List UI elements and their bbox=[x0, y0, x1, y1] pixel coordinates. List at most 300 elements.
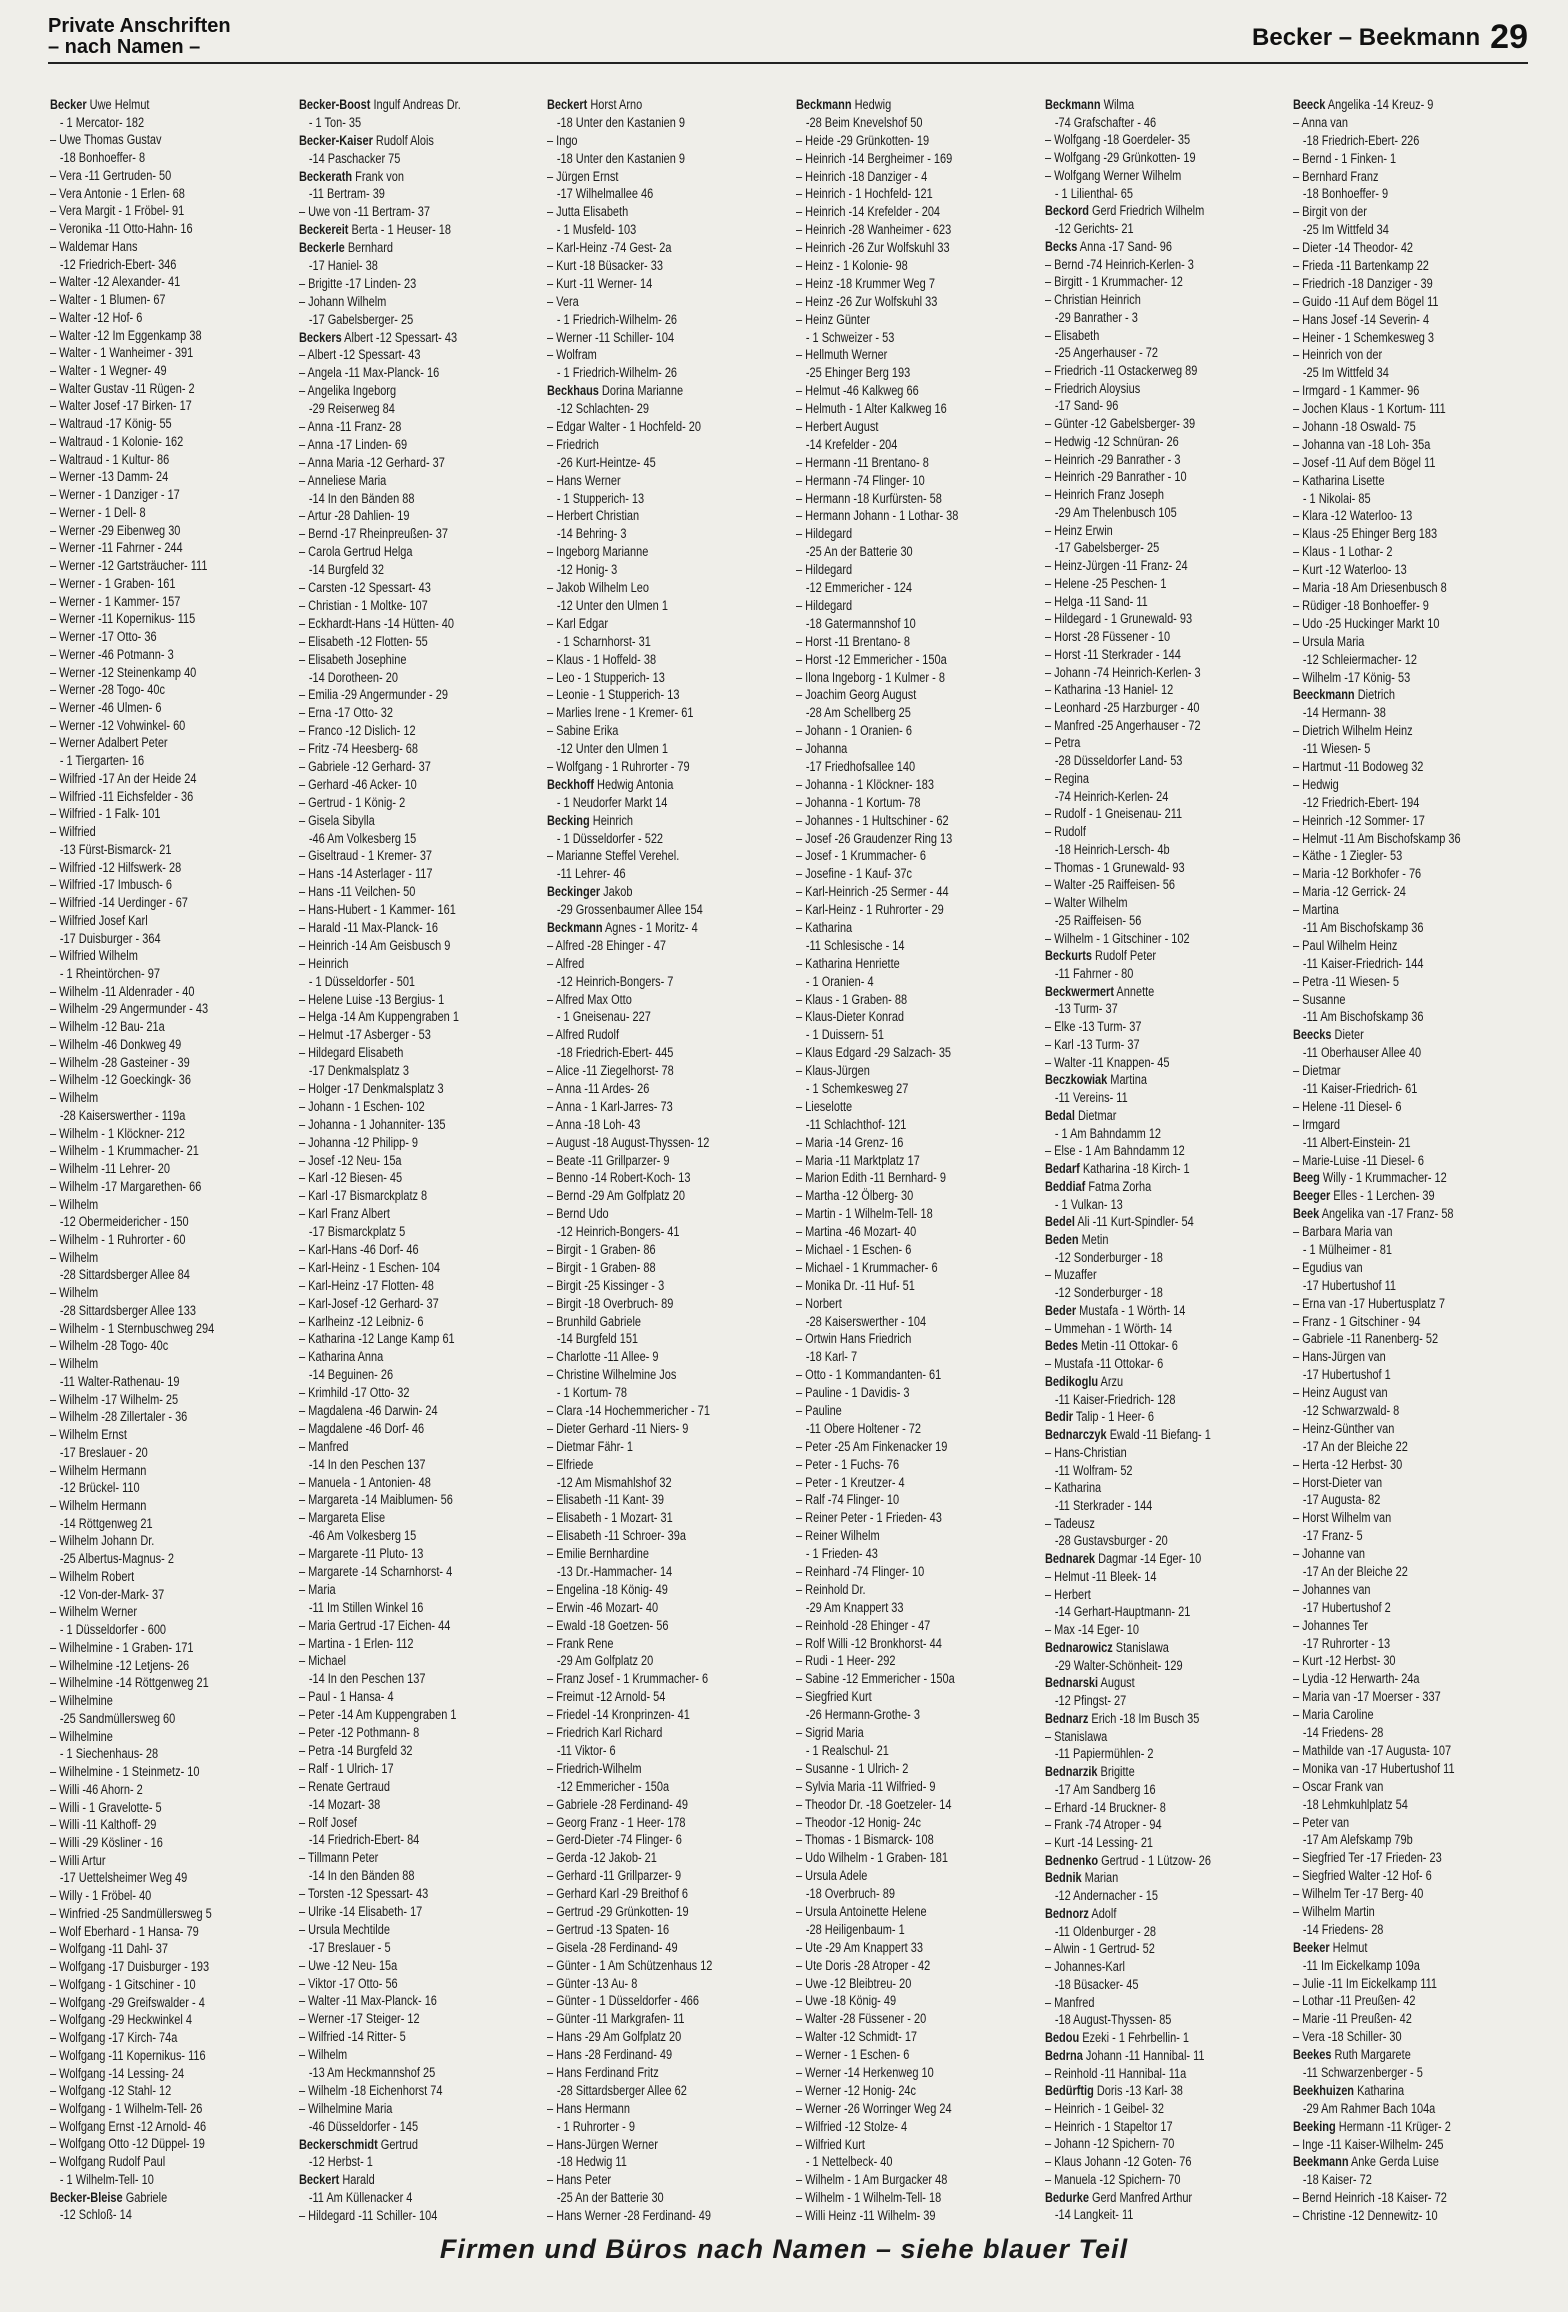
listing-line bbox=[1045, 717, 1286, 735]
surname-entry bbox=[299, 221, 540, 239]
listing-line bbox=[50, 1071, 291, 1089]
entry-text: – Erwin -46 Mozart- 40 bbox=[547, 1599, 659, 1615]
listing-line bbox=[1293, 1509, 1534, 1527]
entry-text: – Hans Werner -28 Ferdinand- 49 bbox=[547, 2208, 712, 2224]
listing-line bbox=[1293, 1116, 1534, 1134]
listing-line bbox=[299, 2082, 540, 2100]
listing-line bbox=[1045, 539, 1286, 557]
entry-text: Ingulf Andreas Dr. bbox=[370, 97, 461, 112]
entry-text: – Karl-Heinz - 1 Eschen- 104 bbox=[298, 1259, 440, 1275]
entry-text: – Carsten -12 Spessart- 43 bbox=[298, 580, 431, 596]
listing-line bbox=[50, 1976, 291, 1994]
listing-line bbox=[547, 901, 788, 919]
entry-text: – Klaus Edgard -29 Salzach- 35 bbox=[796, 1045, 952, 1061]
entry-text: -18 Karl- 7 bbox=[805, 1349, 858, 1365]
entry-text: – Elisabeth Josephine bbox=[298, 651, 407, 667]
surname: Beczkowiak bbox=[1044, 1072, 1107, 1088]
listing-line bbox=[299, 1670, 540, 1688]
listing-line bbox=[299, 1957, 540, 1975]
listing-line bbox=[547, 1706, 788, 1724]
entry-text: -25 Ehinger Berg 193 bbox=[805, 365, 911, 381]
listing-line bbox=[547, 1635, 788, 1653]
listing-line bbox=[1293, 1545, 1534, 1563]
entry-text: – Muzaffer bbox=[1044, 1267, 1097, 1283]
entry-text: -18 Unter den Kastanien 9 bbox=[557, 150, 686, 166]
entry-text: – Maria -11 Marktplatz 17 bbox=[796, 1152, 920, 1168]
listing-line bbox=[50, 185, 291, 203]
listing-line bbox=[1293, 1796, 1534, 1814]
listing-line bbox=[299, 507, 540, 525]
entry-text: – Erna -17 Otto- 32 bbox=[298, 705, 393, 721]
entry-text: – Torsten -12 Spessart- 43 bbox=[298, 1886, 428, 1902]
listing-line bbox=[299, 704, 540, 722]
listing-line bbox=[547, 472, 788, 490]
listing-line bbox=[50, 2171, 291, 2189]
surname: Beder bbox=[1044, 1302, 1076, 1318]
entry-text: - 1 Neudorfer Markt 14 bbox=[557, 794, 668, 810]
entry-text: – Wilhelm - 1 Ruhrorter - 60 bbox=[50, 1232, 186, 1247]
listing-line bbox=[1045, 2065, 1286, 2083]
entry-text: – Johannes Ter bbox=[1293, 1617, 1369, 1633]
listing-line bbox=[299, 1581, 540, 1599]
listing-line bbox=[547, 275, 788, 293]
entry-text: -17 Sand- 96 bbox=[1054, 398, 1119, 414]
listing-line bbox=[1293, 346, 1534, 364]
listing-line bbox=[50, 149, 291, 167]
listing-line bbox=[796, 1581, 1037, 1599]
entry-text: – Erhard -14 Bruckner- 8 bbox=[1044, 1799, 1166, 1815]
entry-text: – Vera bbox=[547, 293, 580, 309]
entry-text: - 1 Vulkan- 13 bbox=[1054, 1196, 1123, 1212]
listing-line bbox=[796, 168, 1037, 186]
surname-entry bbox=[1045, 96, 1286, 114]
listing-line bbox=[796, 1545, 1037, 1563]
surname: Beden bbox=[1044, 1232, 1079, 1247]
surname: Bednik bbox=[1044, 1870, 1082, 1886]
surname-entry bbox=[1045, 947, 1286, 965]
listing-line bbox=[299, 1635, 540, 1653]
listing-line bbox=[1045, 1497, 1286, 1515]
entry-text: – Anna Maria -12 Gerhard- 37 bbox=[298, 454, 445, 470]
entry-text: -11 Schlachthof- 121 bbox=[805, 1116, 907, 1132]
listing-line bbox=[796, 114, 1037, 132]
entry-text: -14 In den Bänden 88 bbox=[308, 490, 415, 506]
listing-line bbox=[50, 451, 291, 469]
entry-text: – Walter Josef -17 Birken- 17 bbox=[50, 398, 192, 414]
listing-line bbox=[1293, 114, 1534, 132]
entry-text: Dietrich bbox=[1355, 687, 1396, 703]
listing-line bbox=[1293, 1867, 1534, 1885]
listing-line bbox=[50, 1799, 291, 1817]
listing-line bbox=[796, 1599, 1037, 1617]
listing-line bbox=[299, 382, 540, 400]
surname-entry bbox=[1045, 1674, 1286, 1692]
entry-text: Adolf bbox=[1088, 1905, 1117, 1921]
entry-text: -18 Kaiser- 72 bbox=[1303, 2172, 1373, 2188]
surname: Beckhoff bbox=[547, 776, 595, 792]
entry-text: – Wilhelm -12 Bau- 21a bbox=[50, 1019, 165, 1035]
listing-line bbox=[50, 1710, 291, 1728]
listing-line bbox=[547, 722, 788, 740]
entry-text: -12 Friedrich-Ebert- 194 bbox=[1303, 794, 1420, 810]
listing-line bbox=[1293, 1259, 1534, 1277]
listing-line bbox=[547, 454, 788, 472]
listing-line bbox=[796, 1474, 1037, 1492]
listing-line bbox=[1293, 633, 1534, 651]
entry-text: – Walter - 1 Blumen- 67 bbox=[50, 292, 166, 308]
entry-text: – Wilhelm Robert bbox=[50, 1568, 135, 1584]
listing-line bbox=[50, 1178, 291, 1196]
entry-text: – Emilia -29 Angermunder - 29 bbox=[298, 687, 448, 703]
entry-text: – Kurt -11 Werner- 14 bbox=[547, 275, 653, 291]
entry-text: – Gabriele -28 Ferdinand- 49 bbox=[547, 1796, 689, 1812]
listing-line bbox=[50, 1125, 291, 1143]
entry-text: – Horst -11 Brentano- 8 bbox=[796, 633, 910, 649]
entry-text: – Peter van bbox=[1293, 1814, 1350, 1830]
listing-line bbox=[299, 1831, 540, 1849]
entry-text: Stanislawa bbox=[1112, 1639, 1169, 1655]
listing-line bbox=[299, 1509, 540, 1527]
listing-line bbox=[1045, 1568, 1286, 1586]
entry-text: – Ewald -18 Goetzen- 56 bbox=[547, 1617, 669, 1633]
entry-text: – Wilhelm Hermann bbox=[50, 1498, 147, 1514]
listing-line bbox=[299, 114, 540, 132]
entry-text: – Wilhelm -17 König- 53 bbox=[1293, 669, 1411, 685]
listing-line bbox=[796, 203, 1037, 221]
entry-text: -11 Walter-Rathenau- 19 bbox=[59, 1373, 180, 1389]
listing-line bbox=[1293, 329, 1534, 347]
entry-text: – August -18 August-Thyssen- 12 bbox=[547, 1134, 710, 1150]
listing-line bbox=[50, 752, 291, 770]
entry-text: – Marion Edith -11 Bernhard- 9 bbox=[796, 1170, 946, 1186]
entry-text: – Maria Gertrud -17 Eichen- 44 bbox=[298, 1617, 451, 1633]
entry-text: August bbox=[1097, 1675, 1135, 1691]
entry-text: – Hans Josef -14 Severin- 4 bbox=[1293, 311, 1430, 327]
entry-text: – Wolfgang Rudolf Paul bbox=[50, 2154, 166, 2170]
entry-text: – Werner -46 Ulmen- 6 bbox=[50, 699, 162, 715]
listing-line bbox=[1293, 883, 1534, 901]
entry-text: – Wilhelm -46 Donkweg 49 bbox=[50, 1036, 182, 1052]
entry-text: Albert -12 Spessart- 43 bbox=[341, 329, 457, 345]
entry-text: – Birgitt - 1 Krummacher- 12 bbox=[1044, 274, 1183, 290]
listing-line bbox=[1045, 1515, 1286, 1533]
listing-line bbox=[547, 669, 788, 687]
entry-text: - 1 Scharnhorst- 31 bbox=[557, 633, 652, 649]
entry-text: -46 Am Volkesberg 15 bbox=[308, 1528, 416, 1544]
entry-text: – Werner -26 Worringer Weg 24 bbox=[796, 2100, 952, 2116]
listing-line bbox=[299, 1652, 540, 1670]
listing-line bbox=[796, 1008, 1037, 1026]
listing-line bbox=[547, 633, 788, 651]
surname-entry bbox=[1045, 1213, 1286, 1231]
listing-line bbox=[1293, 830, 1534, 848]
listing-line bbox=[1293, 2028, 1534, 2046]
surname-entry bbox=[1045, 2029, 1286, 2047]
entry-text: – Gisela Sibylla bbox=[298, 812, 375, 828]
entry-text: – Werner -12 Steinenkamp 40 bbox=[50, 664, 197, 680]
entry-text: – Hellmuth Werner bbox=[796, 347, 888, 363]
listing-line bbox=[50, 1532, 291, 1550]
entry-text: – Reinhard -74 Flinger- 10 bbox=[796, 1564, 925, 1580]
listing-line bbox=[1045, 1284, 1286, 1302]
entry-text: – Egudius van bbox=[1293, 1259, 1363, 1275]
entry-text: – Karl-Heinz -74 Gest- 2a bbox=[547, 240, 672, 256]
entry-text: – Monika Dr. -11 Huf- 51 bbox=[796, 1277, 915, 1293]
entry-text: -29 Walter-Schönheit- 129 bbox=[1054, 1657, 1183, 1673]
entry-text: – Guido -11 Auf dem Bögel 11 bbox=[1293, 293, 1439, 309]
entry-text: – Hans -11 Veilchen- 50 bbox=[298, 884, 416, 900]
entry-text: -14 Burgfeld 151 bbox=[557, 1331, 639, 1347]
entry-text: – Wilhelm -17 Wilhelm- 25 bbox=[50, 1391, 179, 1407]
listing-line bbox=[796, 1706, 1037, 1724]
listing-line bbox=[50, 2135, 291, 2153]
entry-text: – Hildegard bbox=[796, 597, 853, 613]
listing-line bbox=[299, 1169, 540, 1187]
listing-line bbox=[1045, 131, 1286, 149]
entry-text: – Bernd -17 Rheinpreußen- 37 bbox=[298, 526, 448, 542]
listing-line bbox=[547, 561, 788, 579]
listing-line bbox=[796, 2153, 1037, 2171]
entry-text: – Joachim Georg August bbox=[796, 687, 917, 703]
entry-text: – Siegfried Kurt bbox=[796, 1689, 872, 1705]
listing-line bbox=[299, 919, 540, 937]
listing-line bbox=[299, 150, 540, 168]
listing-line bbox=[50, 1355, 291, 1373]
surname: Becks bbox=[1044, 238, 1078, 254]
surname: Beckereit bbox=[298, 222, 349, 238]
entry-text: - 1 Kortum- 78 bbox=[557, 1385, 628, 1401]
listing-line bbox=[796, 1491, 1037, 1509]
listing-line bbox=[1293, 794, 1534, 812]
page-header bbox=[48, 14, 1528, 64]
entry-text: – Klaus-Dieter Konrad bbox=[796, 1009, 905, 1025]
listing-line bbox=[547, 1187, 788, 1205]
listing-line bbox=[1293, 1438, 1534, 1456]
listing-line bbox=[1293, 1814, 1534, 1832]
listing-line bbox=[299, 740, 540, 758]
listing-line bbox=[796, 847, 1037, 865]
listing-line bbox=[796, 454, 1037, 472]
entry-text: – Heinrich -18 Danziger - 4 bbox=[796, 168, 928, 184]
entry-text: – Birgit - 1 Graben- 88 bbox=[547, 1259, 656, 1275]
entry-text: Talip - 1 Heer- 6 bbox=[1072, 1409, 1154, 1425]
entry-text: -12 Emmericher - 150a bbox=[557, 1778, 670, 1794]
entry-text: – Wilhelm bbox=[50, 1356, 99, 1372]
entry-text: – Wolfgang -17 Duisburger - 193 bbox=[50, 1959, 210, 1975]
entry-text: – Emilie Bernhardine bbox=[547, 1546, 650, 1562]
listing-line bbox=[1293, 847, 1534, 865]
listing-line bbox=[1045, 2153, 1286, 2171]
listing-line bbox=[299, 1152, 540, 1170]
entry-text: – Willi Artur bbox=[50, 1852, 106, 1868]
listing-line bbox=[1045, 912, 1286, 930]
listing-line bbox=[1045, 699, 1286, 717]
listing-line bbox=[547, 1724, 788, 1742]
surname: Becker-Kaiser bbox=[298, 132, 373, 148]
entry-text: – Jutta Elisabeth bbox=[547, 204, 629, 220]
listing-line bbox=[1045, 2171, 1286, 2189]
entry-text: – Maria Caroline bbox=[1293, 1707, 1374, 1723]
entry-text: – Frank -74 Atroper - 94 bbox=[1044, 1817, 1162, 1833]
entry-text: Metin bbox=[1078, 1232, 1109, 1247]
entry-text: -17 Ruhrorter - 13 bbox=[1303, 1635, 1391, 1651]
listing-line bbox=[299, 955, 540, 973]
listing-line bbox=[1045, 2100, 1286, 2118]
listing-line bbox=[796, 812, 1037, 830]
entry-text: Ezeki - 1 Fehrbellin- 1 bbox=[1078, 2030, 1189, 2046]
listing-line bbox=[547, 1509, 788, 1527]
entry-text: – Heinz Günter bbox=[796, 311, 870, 327]
entry-text: -11 Papiermühlen- 2 bbox=[1054, 1746, 1154, 1762]
entry-text: – Hermann -74 Flinger- 10 bbox=[796, 472, 925, 488]
entry-text: Gabriele bbox=[122, 2189, 168, 2205]
listing-line bbox=[796, 794, 1037, 812]
surname-entry bbox=[1045, 1373, 1286, 1391]
entry-text: – Willi -29 Kösliner - 16 bbox=[50, 1834, 163, 1850]
listing-line bbox=[50, 1231, 291, 1249]
surname-entry bbox=[1293, 1939, 1534, 1957]
entry-text: – Alwin - 1 Gertrud- 52 bbox=[1044, 1941, 1155, 1957]
listing-line bbox=[1045, 468, 1286, 486]
listing-line bbox=[50, 1603, 291, 1621]
surname: Beckmann bbox=[1044, 97, 1101, 112]
listing-line bbox=[547, 1241, 788, 1259]
entry-text: – Manuela - 1 Antonien- 48 bbox=[298, 1474, 431, 1490]
listing-line bbox=[1293, 1849, 1534, 1867]
entry-text: – Wilfried -17 Imbusch- 6 bbox=[50, 877, 173, 893]
entry-text: – Herta -12 Herbst- 30 bbox=[1293, 1456, 1403, 1472]
listing-line bbox=[50, 717, 291, 735]
entry-text: - 1 Düsseldorfer - 600 bbox=[59, 1622, 167, 1638]
surname: Beeker bbox=[1293, 1939, 1330, 1955]
listing-line bbox=[796, 1313, 1037, 1331]
listing-line bbox=[1045, 894, 1286, 912]
listing-line bbox=[50, 557, 291, 575]
surname-entry bbox=[547, 919, 788, 937]
listing-line bbox=[547, 1670, 788, 1688]
name-range: Becker – Beekmann bbox=[1252, 24, 1481, 51]
entry-text: - 1 Wilhelm-Tell- 10 bbox=[59, 2171, 154, 2187]
entry-text: – Angela -11 Max-Planck- 16 bbox=[298, 365, 439, 381]
listing-line bbox=[796, 1456, 1037, 1474]
entry-text: – Viktor -17 Otto- 56 bbox=[298, 1975, 398, 1991]
entry-text: – Heinz Erwin bbox=[1044, 522, 1113, 538]
listing-line bbox=[299, 293, 540, 311]
entry-text: – Wilfried -12 Stolze- 4 bbox=[796, 2118, 908, 2134]
listing-line bbox=[1293, 2136, 1534, 2154]
listing-line bbox=[50, 1657, 291, 1675]
entry-text: – Herbert August bbox=[796, 419, 879, 435]
listing-line bbox=[547, 2153, 788, 2171]
entry-text: – Walter -12 Alexander- 41 bbox=[50, 274, 181, 290]
entry-text: -28 Gustavsburger - 20 bbox=[1054, 1533, 1168, 1549]
listing-line bbox=[1045, 1781, 1286, 1799]
listing-line bbox=[796, 740, 1037, 758]
listing-line bbox=[1045, 1621, 1286, 1639]
entry-text: -11 Am Bischofskamp 36 bbox=[1303, 1009, 1424, 1025]
entry-text: – Friedrich bbox=[547, 436, 600, 452]
entry-text: – Jochen Klaus - 1 Kortum- 111 bbox=[1293, 401, 1447, 417]
entry-text: – Alfred bbox=[547, 955, 585, 971]
section-title-line1: Private Anschriften bbox=[48, 15, 231, 37]
entry-text: – Wilhelm - 1 Sternbuschweg 294 bbox=[50, 1320, 215, 1336]
entry-text: – Willi - 1 Gravelotte- 5 bbox=[50, 1799, 162, 1815]
entry-text: – Klara -12 Waterloo- 13 bbox=[1293, 508, 1413, 524]
listing-line bbox=[299, 1313, 540, 1331]
entry-text: -14 Friedens- 28 bbox=[1303, 1921, 1384, 1937]
listing-line bbox=[547, 1617, 788, 1635]
entry-text: – Heinz August van bbox=[1293, 1385, 1388, 1401]
listing-line bbox=[299, 2100, 540, 2118]
listing-line bbox=[547, 1116, 788, 1134]
entry-text: – Helmut -46 Kalkweg 66 bbox=[796, 383, 919, 399]
entry-text: - 1 Ton- 35 bbox=[308, 114, 361, 130]
listing-line bbox=[796, 615, 1037, 633]
entry-text: – Rudi - 1 Heer- 292 bbox=[796, 1653, 896, 1669]
listing-line bbox=[50, 1249, 291, 1267]
listing-line bbox=[1045, 273, 1286, 291]
listing-line bbox=[796, 311, 1037, 329]
listing-line bbox=[1045, 1479, 1286, 1497]
listing-line bbox=[547, 1169, 788, 1187]
entry-text: – Wilhelm - 1 Klöckner- 212 bbox=[50, 1125, 185, 1141]
entry-text: -12 Sonderburger - 18 bbox=[1054, 1285, 1163, 1301]
listing-line bbox=[796, 1814, 1037, 1832]
entry-text: – Bernd -74 Heinrich-Kerlen- 3 bbox=[1044, 256, 1194, 272]
entry-text: – Carola Gertrud Helga bbox=[298, 544, 413, 560]
entry-text: – Rudolf bbox=[1044, 824, 1086, 840]
entry-text: – Horst -11 Sterkrader - 144 bbox=[1044, 646, 1181, 662]
listing-line bbox=[299, 1867, 540, 1885]
entry-text: – Ortwin Hans Friedrich bbox=[796, 1331, 912, 1347]
entry-text: – Otto - 1 Kommandanten- 61 bbox=[796, 1367, 942, 1383]
entry-text: – Dieter Gerhard -11 Niers- 9 bbox=[547, 1420, 689, 1436]
listing-line bbox=[50, 1674, 291, 1692]
listing-line bbox=[50, 1958, 291, 1976]
entry-text: – Gertrud - 1 König- 2 bbox=[298, 794, 405, 810]
surname: Becker bbox=[50, 97, 87, 112]
entry-text: -25 Im Wittfeld 34 bbox=[1303, 222, 1390, 238]
entry-text: – Georg Franz - 1 Heer- 178 bbox=[547, 1814, 686, 1830]
surname: Bedel bbox=[1044, 1214, 1075, 1230]
listing-line bbox=[547, 1313, 788, 1331]
listing-line bbox=[796, 1509, 1037, 1527]
entry-text: – Holger -17 Denkmalsplatz 3 bbox=[298, 1080, 444, 1096]
entry-text: – Klaus Johann -12 Goten- 76 bbox=[1044, 2154, 1192, 2170]
listing-line bbox=[1045, 770, 1286, 788]
listing-line bbox=[299, 472, 540, 490]
listing-line bbox=[1293, 382, 1534, 400]
listing-line bbox=[50, 309, 291, 327]
listing-line bbox=[50, 2011, 291, 2029]
listing-line bbox=[1293, 1330, 1534, 1348]
entry-text: – Wilhelmine bbox=[50, 1728, 113, 1744]
entry-text: – Dietmar Fähr- 1 bbox=[547, 1438, 634, 1454]
listing-line bbox=[299, 436, 540, 454]
listing-line bbox=[1045, 1728, 1286, 1746]
listing-line bbox=[796, 669, 1037, 687]
entry-text: -13 Am Heckmannshof 25 bbox=[308, 2064, 435, 2080]
entry-text: -14 Dorotheen- 20 bbox=[308, 669, 398, 685]
listing-line bbox=[1293, 1491, 1534, 1509]
listing-line bbox=[299, 794, 540, 812]
listing-line bbox=[547, 1384, 788, 1402]
entry-text: -11 Viktor- 6 bbox=[557, 1742, 616, 1758]
listing-line bbox=[547, 704, 788, 722]
entry-text: -14 Burgfeld 32 bbox=[308, 562, 384, 578]
listing-line bbox=[1293, 1652, 1534, 1670]
entry-text: Angelika -14 Kreuz- 9 bbox=[1325, 97, 1434, 112]
